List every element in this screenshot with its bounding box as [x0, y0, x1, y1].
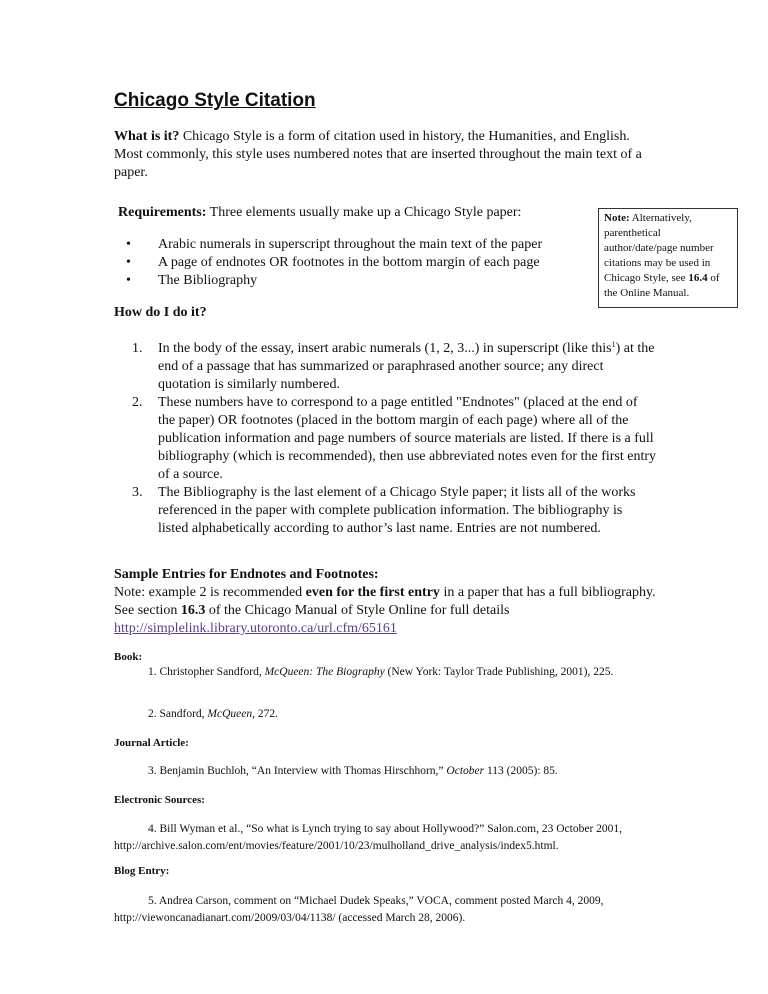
sample-heading: Sample Entries for Endnotes and Footnotes: [114, 567, 379, 582]
sample-emphasis: even for the first entry [305, 585, 440, 600]
entry-text: 1. Christopher Sandford, [148, 666, 265, 678]
requirements-label: Requirements: [118, 205, 207, 220]
note-section: 16.4 [688, 272, 708, 284]
entry-text: , 272. [252, 708, 278, 720]
list-item [132, 484, 656, 538]
manual-link[interactable]: http://simplelink.library.utoronto.ca/url.cfm/65161 [114, 621, 397, 636]
journal-heading: Journal Article: [114, 737, 189, 749]
bullet-icon: • [126, 273, 131, 288]
sample-text-c: of the Chicago Manual of Style Online for full details [205, 603, 510, 618]
entry-text: 2. Sandford, [148, 708, 208, 720]
bullet-icon: • [126, 255, 131, 270]
journal-entry [148, 765, 558, 777]
step-text [158, 340, 656, 394]
electronic-entry: 4. Bill Wyman et al., “So what is Lynch trying to say about Hollywood?” Salon.com, 23 October 2001, http://archive.salon.com/ent/movies/feature/2001/10/23/mulholland_drive_analysis/index5.html. [114, 823, 623, 852]
how-heading: How do I do it? [114, 305, 207, 320]
sample-note [114, 584, 674, 620]
blog-entry: 5. Andrea Carson, comment on “Michael Dudek Speaks,” VOCA, comment posted March 4, 2009, http://viewoncanadianart.com/2009/03/04/1138/ (accessed March 28, 2006). [114, 895, 604, 924]
list-item [126, 236, 542, 254]
entry-text: (New York: Taylor Trade Publishing, 2001), 225. [384, 666, 614, 678]
list-item-text: Arabic numerals in superscript throughout the main text of the paper [158, 237, 543, 252]
entry-text: 113 (2005): 85. [484, 765, 558, 777]
step-text: The Bibliography is the last element of a Chicago Style paper; it lists all of the works referenced in the paper with complete publication information. The bibliography is listed alphabetically according to author’s last name. Entries are not numbered. [158, 485, 636, 536]
step-text-b: ) at the end of a passage that has summarized or paraphrased another source; any direct quotation is similarly numbered. [158, 341, 655, 392]
entry-title: McQueen [207, 708, 253, 720]
sample-text-b: in a paper that has a full bibliography. See section [114, 585, 656, 618]
note-box [598, 208, 738, 308]
requirements-line [118, 204, 521, 222]
step-text-a: In the body of the essay, insert arabic numerals (1, 2, 3...) in superscript (like this [158, 341, 612, 356]
book-heading: Book: [114, 651, 143, 663]
page-title: Chicago Style Citation [114, 90, 316, 111]
blog-heading: Blog Entry: [114, 865, 170, 877]
intro-label: What is it? [114, 129, 180, 144]
intro-paragraph [114, 128, 659, 182]
list-item [126, 272, 542, 290]
step-text: These numbers have to correspond to a page entitled "Endnotes" (placed at the end of the paper) OR footnotes (placed in the bottom margin of each page) where all of the publication information and page numbers of source materials are listed. If there is a full bibliography (which is recommended), then use abbreviated notes even for the first entry of a source. [158, 395, 657, 482]
step-number: 3. [132, 485, 143, 500]
steps-list [132, 340, 656, 538]
list-item [132, 340, 656, 394]
electronic-heading: Electronic Sources: [114, 794, 205, 806]
sample-text-a: Note: example 2 is recommended [114, 585, 306, 600]
sample-section [114, 566, 674, 638]
note-text-a: Alternatively, parenthetical author/date/page number citations may be used in Chicago Style, see [604, 212, 714, 284]
requirements-text: Three elements usually make up a Chicago Style paper: [206, 205, 522, 220]
entry-text: 3. Benjamin Buchloh, “An Interview with Thomas Hirschhorn,” [148, 765, 447, 777]
list-item [126, 254, 542, 272]
note-label: Note: [604, 212, 630, 224]
book-entry-1 [114, 664, 654, 681]
superscript-example: 1 [611, 340, 616, 349]
list-item-text: A page of endnotes OR footnotes in the bottom margin of each page [158, 255, 540, 270]
note-text-b: of the Online Manual. [604, 272, 720, 299]
book-entry-2 [148, 708, 278, 720]
entry-title: McQueen: The Biography [264, 666, 385, 678]
entry-title: October [446, 765, 485, 777]
sample-section-number: 16.3 [180, 603, 206, 618]
bullet-icon: • [126, 237, 131, 252]
list-item [132, 394, 656, 484]
list-item-text: The Bibliography [158, 273, 258, 288]
step-number: 1. [132, 341, 143, 356]
step-number: 2. [132, 395, 143, 410]
requirements-list [126, 236, 542, 290]
intro-text: Chicago Style is a form of citation used in history, the Humanities, and English. Most commonly, this style uses numbered notes that are inserted throughout the main text of a paper. [114, 129, 642, 180]
